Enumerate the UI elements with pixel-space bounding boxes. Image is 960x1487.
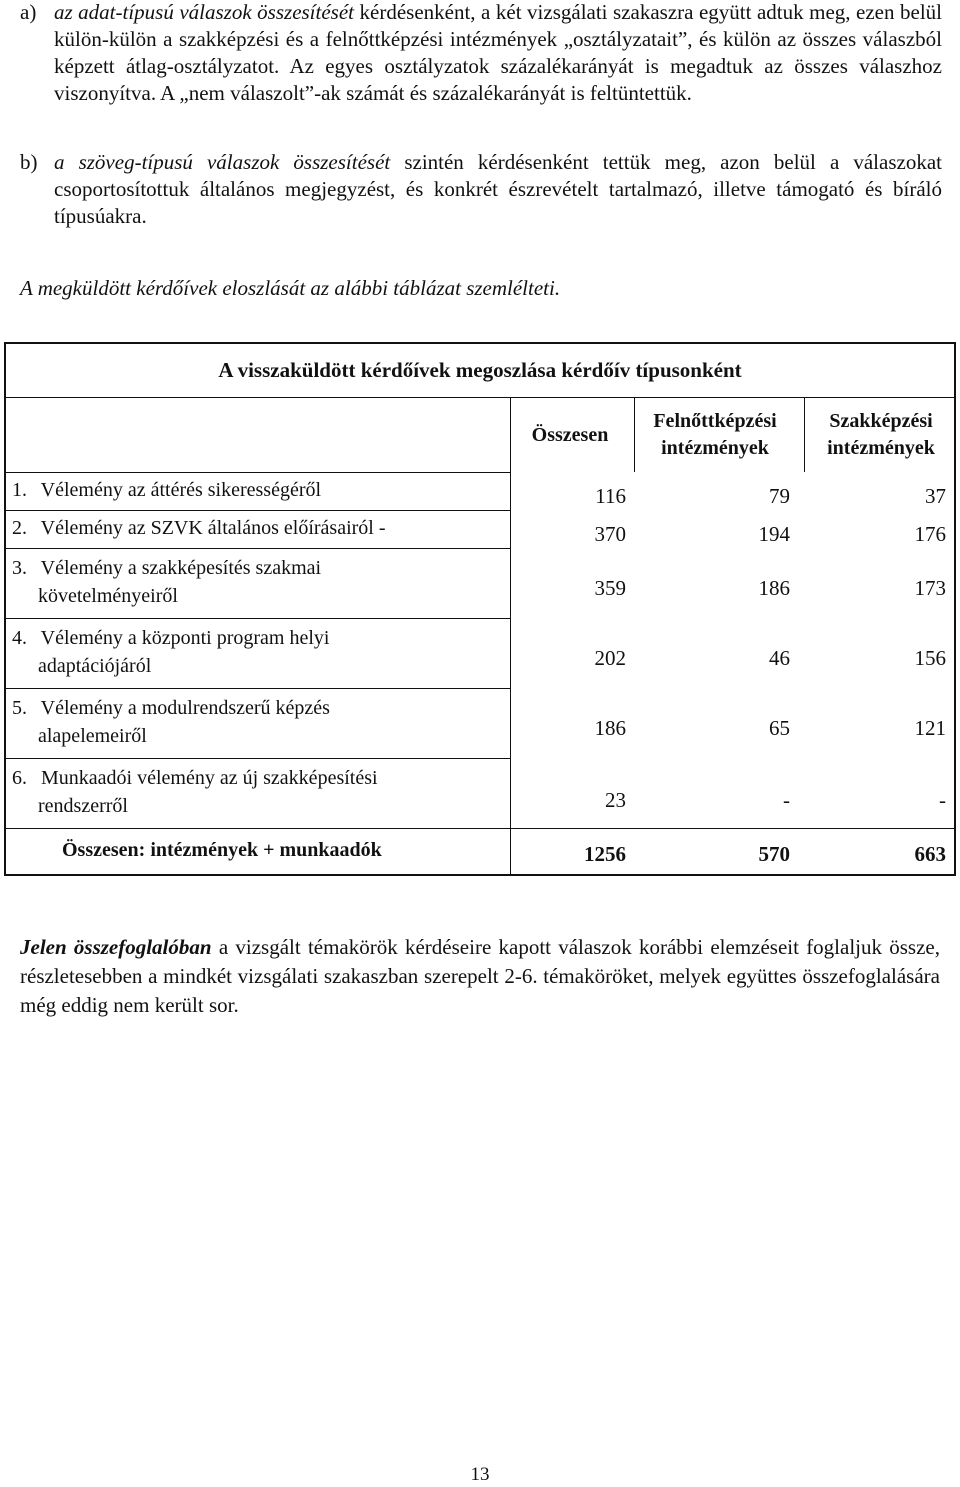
cell-felnott: 46 <box>769 646 790 670</box>
cell-total: 186 <box>594 716 626 740</box>
row-label <box>12 554 502 610</box>
cell-szakk: 121 <box>914 716 946 740</box>
total-divider <box>6 828 954 829</box>
closing-lead: Jelen összefoglalóban <box>20 935 212 959</box>
total-cell-szakk: 663 <box>914 842 946 866</box>
paragraph-a-text: kérdésenként, a két vizsgálati szakaszra együtt adtuk meg, ezen belül külön-külön a szakképzési és a felnőttképzési intézmények „osztályzatait”, és külön az összes válaszból képzett átlag-osztályzatot. Az egyes osztályzatok százalékarányát is megadtuk az összes válaszhoz viszonyítva. A „nem válaszolt”-ak számát és százalékarányát is feltüntettük. <box>54 0 942 105</box>
row-divider <box>6 510 510 511</box>
cell-szakk: 37 <box>925 484 946 508</box>
header-total: Összesen <box>531 424 609 446</box>
cell-felnott: 186 <box>758 576 790 600</box>
column-divider <box>804 398 805 472</box>
header-szakk <box>806 408 956 462</box>
total-cell-felnott: 570 <box>758 842 790 866</box>
table-caption: A megküldött kérdőívek eloszlását az alábbi táblázat szemlélteti. <box>20 276 561 300</box>
cell-felnott: 65 <box>769 716 790 740</box>
title-divider <box>6 397 954 398</box>
row-number: 3. <box>12 557 27 579</box>
total-label: Összesen: intézmények + munkaadók <box>62 839 382 861</box>
paragraph-b-text: szintén kérdésenként tettük meg, azon belül a válaszokat csoportosítottuk általános megjegyzést, és konkrét észrevételt tartalmazó, illetve támogató és bíráló típusúakra. <box>54 150 942 228</box>
cell-szakk: 156 <box>914 646 946 670</box>
header-divider <box>6 472 510 473</box>
row-text-line2: rendszerről <box>38 795 128 817</box>
cell-total: 23 <box>605 788 626 812</box>
row-label <box>12 514 502 542</box>
row-text-line2: követelményeiről <box>38 585 178 607</box>
cell-total: 359 <box>594 576 626 600</box>
row-divider <box>6 618 510 619</box>
row-number: 1. <box>12 479 27 501</box>
cell-total: 202 <box>594 646 626 670</box>
header-szakk-line1: Szakképzési <box>829 410 933 432</box>
cell-felnott: - <box>783 788 790 812</box>
paragraph-a-lead: az adat-típusú válaszok összesítését <box>54 0 355 24</box>
row-text: Vélemény az SZVK általános előírásairól - <box>40 517 386 539</box>
cell-total: 116 <box>595 484 626 508</box>
row-label <box>12 764 502 820</box>
row-divider <box>6 548 510 549</box>
row-divider <box>6 688 510 689</box>
row-text: Munkaadói vélemény az új szakképesítési <box>41 767 378 789</box>
closing-paragraph <box>20 933 940 1020</box>
column-divider <box>510 398 511 874</box>
paragraph-b-marker: b) <box>20 150 38 174</box>
total-cell-total: 1256 <box>584 842 626 866</box>
header-felnott-line1: Felnőttképzési <box>653 410 777 432</box>
row-text: Vélemény az áttérés sikerességéről <box>40 479 322 501</box>
page-number: 13 <box>470 1464 490 1485</box>
row-label <box>12 476 502 504</box>
paragraph-b <box>20 149 942 230</box>
cell-szakk: 173 <box>914 576 946 600</box>
paragraph-b-lead: a szöveg-típusú válaszok összesítését <box>54 150 391 174</box>
cell-felnott: 194 <box>758 522 790 546</box>
row-number: 6. <box>12 767 27 789</box>
header-szakk-line2: intézmények <box>827 437 935 459</box>
row-number: 4. <box>12 627 27 649</box>
cell-felnott: 79 <box>769 484 790 508</box>
row-text: Vélemény a szakképesítés szakmai <box>40 557 322 579</box>
cell-total: 370 <box>594 522 626 546</box>
row-label <box>12 624 502 680</box>
column-divider <box>634 398 635 472</box>
row-number: 2. <box>12 517 27 539</box>
row-text-line2: adaptációjáról <box>38 655 152 677</box>
row-number: 5. <box>12 697 27 719</box>
row-divider <box>6 758 510 759</box>
header-felnott <box>630 408 800 462</box>
row-label <box>12 694 502 750</box>
closing-text: a vizsgált témakörök kérdéseire kapott válaszok korábbi elemzéseit foglaljuk össze, részletesebben a mindkét vizsgálati szakaszban szerepelt 2-6. témaköröket, melyek együttes összefoglalására még eddig nem került sor. <box>20 935 940 1017</box>
cell-szakk: 176 <box>914 522 946 546</box>
row-text-line2: alapelemeiről <box>38 725 147 747</box>
header-felnott-line2: intézmények <box>661 437 769 459</box>
paragraph-a <box>20 0 942 107</box>
row-text: Vélemény a központi program helyi <box>40 627 330 649</box>
paragraph-a-marker: a) <box>20 0 37 24</box>
table-title: A visszaküldött kérdőívek megoszlása kérdőív típusonként <box>218 358 742 382</box>
cell-szakk: - <box>939 788 946 812</box>
row-text: Vélemény a modulrendszerű képzés <box>40 697 330 719</box>
distribution-table <box>4 342 956 876</box>
